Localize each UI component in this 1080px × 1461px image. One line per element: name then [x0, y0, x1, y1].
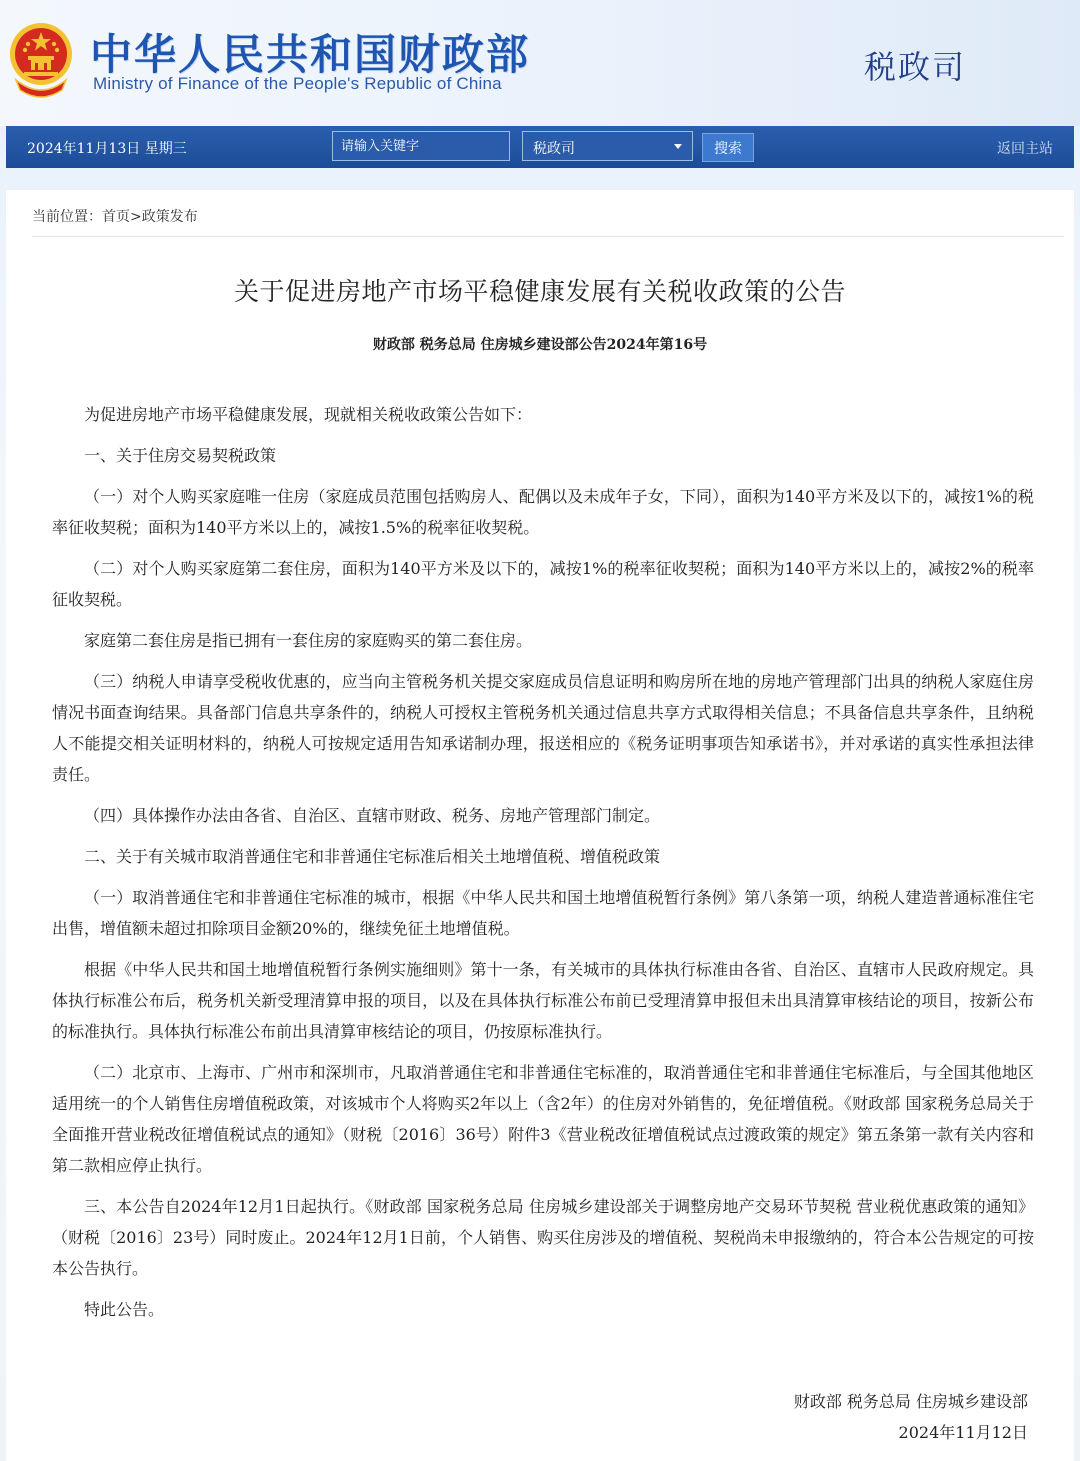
search-input[interactable]: [332, 131, 510, 161]
home-link[interactable]: 返回主站: [997, 141, 1053, 157]
paragraph: 根据《中华人民共和国土地增值税暂行条例实施细则》第十一条，有关城市的具体执行标准由各省、自治区、直辖市人民政府规定。具体执行标准公布后，税务机关新受理清算申报的项目，以及在具体执行标准公布前已受理清算申报但未出具清算审核结论的项目，按新公布的标准执行。具体执行标准公布前出具清算审核结论的项目，仍按原标准执行。: [52, 960, 1034, 1041]
divider: [32, 236, 1064, 237]
search-button[interactable]: 搜索: [702, 133, 754, 162]
article-body: [52, 399, 1034, 1335]
article-title: 关于促进房地产市场平稳健康发展有关税收政策的公告: [233, 277, 846, 306]
department-select-value: 税政司: [533, 141, 575, 157]
site-header: [0, 0, 1080, 126]
paragraph: （三）纳税人申请享受税收优惠的，应当向主管税务机关提交家庭成员信息证明和购房所在地的房地产管理部门出具的纳税人家庭住房情况书面查询结果。具备部门信息共享条件的，纳税人可授权主管税务机关通过信息共享方式取得相关信息；不具备信息共享条件，且纳税人不能提交相关证明材料的，纳税人可按规定适用告知承诺制办理，报送相应的《税务证明事项告知承诺书》，并对承诺的真实性承担法律责任。: [52, 672, 1034, 784]
paragraph: （一）对个人购买家庭唯一住房（家庭成员范围包括购房人、配偶以及未成年子女，下同），面积为140平方米及以下的，减按1%的税率征收契税；面积为140平方米以上的，减按1.5%的税率征收契税。: [52, 487, 1034, 537]
chevron-down-icon: [674, 144, 682, 149]
paragraph: （一）取消普通住宅和非普通住宅标准的城市，根据《中华人民共和国土地增值税暂行条例》第八条第一项，纳税人建造普通标准住宅出售，增值额未超过扣除项目金额20%的，继续免征土地增值税。: [52, 888, 1034, 938]
paragraph: 家庭第二套住房是指已拥有一套住房的家庭购买的第二套住房。: [84, 631, 533, 650]
current-date: 2024年11月13日 星期三: [27, 141, 187, 157]
breadcrumb: 当前位置：首页>政策发布: [32, 209, 198, 225]
site-title-en: Ministry of Finance of the People's Republic of China: [93, 74, 502, 93]
nav-bar: [6, 126, 1074, 168]
paragraph: 特此公告。: [84, 1300, 165, 1319]
paragraph: （二）对个人购买家庭第二套住房，面积为140平方米及以下的，减按1%的税率征收契税；面积为140平方米以上的，减按2%的税率征收契税。: [52, 559, 1034, 609]
paragraph: 二、关于有关城市取消普通住宅和非普通住宅标准后相关土地增值税、增值税政策: [84, 847, 661, 866]
paragraph: （四）具体操作办法由各省、自治区、直辖市财政、税务、房地产管理部门制定。: [84, 806, 661, 825]
paragraph: 三、本公告自2024年12月1日起执行。《财政部 国家税务总局 住房城乡建设部关于调整房地产交易环节契税 营业税优惠政策的通知》（财税〔2016〕23号）同时废止。2024年12月1日前，个人销售、购买住房涉及的增值税、契税尚未申报缴纳的，符合本公告规定的可按本公告执行。: [52, 1197, 1034, 1278]
signature-orgs: 财政部 税务总局 住房城乡建设部: [793, 1392, 1028, 1411]
site-title-cn: 中华人民共和国财政部: [90, 30, 531, 79]
department-select[interactable]: [522, 131, 693, 161]
signature-date: 2024年11月12日: [898, 1423, 1028, 1442]
national-emblem-icon: [8, 20, 74, 98]
department-name: 税政司: [864, 48, 967, 86]
document-number: 财政部 税务总局 住房城乡建设部公告2024年第16号: [372, 337, 708, 353]
paragraph: （二）北京市、上海市、广州市和深圳市，凡取消普通住宅和非普通住宅标准的，取消普通住宅和非普通住宅标准后，与全国其他地区适用统一的个人销售住房增值税政策，对该城市个人将购买2年以上（含2年）的住房对外销售的，免征增值税。《财政部 国家税务总局关于全面推开营业税改征增值税试点的通知》（财税〔2016〕36号）附件3《营业税改征增值税试点过渡政策的规定》第五条第一款有关内容和第二款相应停止执行。: [52, 1063, 1034, 1175]
paragraph: 一、关于住房交易契税政策: [84, 446, 277, 465]
article-card: [6, 190, 1074, 1461]
paragraph: 为促进房地产市场平稳健康发展，现就相关税收政策公告如下：: [84, 405, 533, 424]
